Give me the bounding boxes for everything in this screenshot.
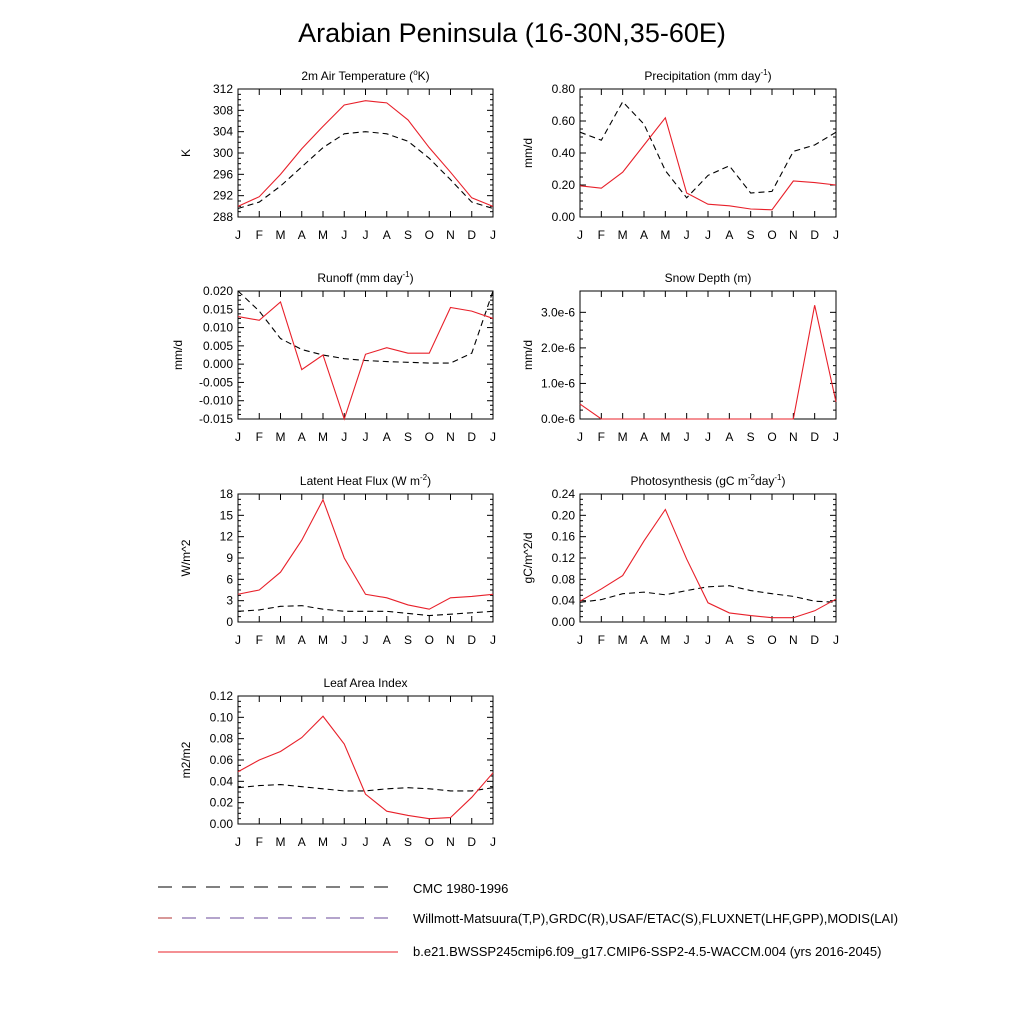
- y-tick-label: -0.005: [198, 375, 233, 390]
- y-tick-label: 0.08: [209, 731, 233, 746]
- x-tick-label: M: [318, 835, 328, 849]
- legend-label-obs: Willmott-Matsuura(T,P),GRDC(R),USAF/ETAC(S),FLUXNET(LHF,GPP),MODIS(LAI): [413, 911, 899, 926]
- panel-title: [301, 68, 429, 83]
- x-tick-label: S: [746, 228, 755, 242]
- y-axis-label: mm/d: [521, 138, 535, 168]
- x-tick-label: D: [810, 633, 820, 647]
- x-tick-label: J: [490, 835, 496, 849]
- panel-title: [323, 676, 407, 690]
- x-tick-label: J: [490, 430, 496, 444]
- y-tick-label: 0.00: [209, 817, 233, 831]
- x-tick-label: S: [403, 430, 413, 444]
- y-tick-label: 0.80: [551, 82, 575, 96]
- y-tick-label: 0.24: [551, 487, 575, 501]
- x-tick-label: D: [467, 633, 477, 647]
- plot-frame: [238, 696, 493, 824]
- x-tick-label: M: [617, 633, 628, 647]
- y-tick-label: 0.00: [551, 615, 575, 629]
- y-tick-label: 308: [212, 103, 233, 118]
- panel-3: [171, 270, 496, 444]
- y-axis-label: gC/m^2/d: [521, 532, 535, 584]
- x-tick-label: J: [362, 228, 369, 242]
- y-tick-label: 0.60: [551, 114, 575, 128]
- x-tick-label: J: [705, 633, 711, 647]
- series-line-model: [580, 118, 836, 210]
- panel-title-main: Snow Depth (m): [664, 271, 752, 285]
- x-tick-label: N: [788, 430, 798, 444]
- x-tick-label: A: [639, 430, 649, 444]
- x-tick-label: N: [446, 633, 455, 647]
- panel-6: [521, 473, 839, 647]
- plot-frame: [238, 494, 493, 622]
- x-tick-label: M: [318, 228, 328, 242]
- y-tick-label: 0.010: [202, 320, 233, 335]
- y-tick-label: 288: [212, 210, 233, 224]
- y-tick-label: 6: [226, 572, 233, 587]
- y-tick-label: 0.20: [551, 178, 575, 192]
- x-tick-label: F: [597, 228, 606, 242]
- x-tick-label: S: [403, 228, 413, 242]
- y-tick-label: 15: [219, 508, 233, 523]
- series-line-model: [238, 716, 493, 818]
- x-tick-label: O: [767, 633, 777, 647]
- panel-2: [521, 68, 839, 242]
- panel-title-sup: -2: [747, 473, 756, 482]
- legend-label-cmc: CMC 1980-1996: [413, 881, 509, 896]
- panel-title-sup: -1: [402, 270, 410, 279]
- x-tick-label: N: [788, 228, 798, 242]
- x-tick-label: O: [424, 430, 434, 444]
- x-tick-label: F: [255, 430, 263, 444]
- y-tick-label: 0.00: [551, 210, 575, 224]
- legend-line-model: [158, 947, 403, 957]
- x-tick-label: S: [746, 633, 755, 647]
- x-tick-label: A: [639, 228, 649, 242]
- y-tick-label: 296: [212, 167, 233, 182]
- panel-4: [521, 271, 839, 444]
- panel-5: [179, 473, 496, 647]
- y-tick-label: 0.12: [209, 689, 233, 703]
- x-tick-label: J: [362, 835, 369, 849]
- x-tick-label: M: [318, 430, 328, 444]
- x-tick-label: A: [382, 430, 391, 444]
- plot-frame: [580, 89, 836, 217]
- y-tick-label: 0.08: [551, 572, 575, 587]
- x-tick-label: D: [467, 835, 477, 849]
- panel-title-tail: day: [755, 474, 775, 488]
- panel-title: [644, 68, 771, 83]
- y-axis-label: W/m^2: [179, 539, 193, 577]
- x-tick-label: J: [705, 228, 711, 242]
- series-line-cmc: [238, 291, 493, 363]
- x-tick-label: J: [683, 228, 690, 242]
- x-tick-label: J: [362, 430, 369, 444]
- x-tick-label: O: [424, 835, 434, 849]
- y-tick-label: -0.015: [198, 412, 233, 426]
- x-tick-label: S: [403, 835, 413, 849]
- y-tick-label: 0.04: [209, 774, 233, 789]
- panel-title-main: 2m Air Temperature (: [301, 69, 414, 83]
- x-tick-label: J: [341, 228, 348, 242]
- x-tick-label: J: [235, 633, 241, 647]
- x-tick-label: M: [617, 228, 628, 242]
- x-tick-label: M: [275, 228, 286, 242]
- x-tick-label: J: [341, 430, 348, 444]
- panel-title-sup: -2: [419, 473, 428, 482]
- x-tick-label: J: [833, 228, 839, 242]
- x-tick-label: J: [490, 228, 496, 242]
- legend-label-model: b.e21.BWSSP245cmip6.f09_g17.CMIP6-SSP2-4.5-WACCM.004 (yrs 2016-2045): [413, 944, 882, 959]
- x-tick-label: N: [446, 835, 455, 849]
- panel-title-sup: -1: [760, 68, 768, 77]
- x-tick-label: J: [833, 430, 839, 444]
- series-line-cmc: [580, 102, 836, 198]
- x-tick-label: D: [467, 430, 477, 444]
- x-tick-label: O: [767, 430, 777, 444]
- y-axis-label: mm/d: [171, 340, 185, 370]
- x-tick-label: A: [297, 228, 306, 242]
- x-tick-label: A: [382, 633, 391, 647]
- panel-title-tail: ): [767, 69, 772, 83]
- x-tick-label: J: [683, 430, 690, 444]
- y-tick-label: 0.20: [551, 508, 575, 523]
- panel-title-tail: ): [427, 474, 432, 488]
- y-tick-label: 292: [212, 188, 233, 203]
- x-tick-label: J: [341, 633, 348, 647]
- x-tick-label: J: [577, 430, 583, 444]
- y-tick-label: 300: [212, 146, 233, 160]
- y-tick-label: 0.40: [551, 146, 575, 160]
- y-tick-label: 0.0e-6: [540, 412, 575, 426]
- panel-7: [179, 676, 496, 849]
- x-tick-label: O: [424, 228, 434, 242]
- plot-frame: [580, 291, 836, 419]
- x-tick-label: M: [660, 430, 671, 444]
- series-line-model: [238, 500, 493, 610]
- y-tick-label: 0.000: [202, 357, 233, 372]
- x-tick-label: F: [597, 633, 606, 647]
- x-tick-label: J: [235, 228, 241, 242]
- x-tick-label: A: [297, 430, 306, 444]
- y-tick-label: 304: [212, 124, 233, 139]
- y-tick-label: 18: [219, 487, 233, 501]
- legend-line-obs: [158, 913, 403, 923]
- y-tick-label: 0.04: [551, 593, 575, 608]
- y-tick-label: 12: [219, 529, 233, 544]
- y-tick-label: 2.0e-6: [540, 340, 575, 355]
- x-tick-label: S: [746, 430, 755, 444]
- panel-title: [665, 271, 752, 285]
- x-tick-label: S: [403, 633, 413, 647]
- legend-line-cmc: [158, 882, 403, 892]
- x-tick-label: O: [424, 633, 434, 647]
- x-tick-label: A: [639, 633, 649, 647]
- y-tick-label: 0.015: [202, 302, 233, 317]
- series-line-cmc: [580, 586, 836, 603]
- x-tick-label: J: [362, 633, 369, 647]
- x-tick-label: M: [275, 430, 286, 444]
- x-tick-label: F: [255, 228, 263, 242]
- panel-title-main: Leaf Area Index: [323, 676, 408, 690]
- panel-title: [300, 473, 431, 488]
- y-tick-label: 3: [226, 593, 233, 608]
- x-tick-label: A: [382, 835, 391, 849]
- x-tick-label: M: [617, 430, 628, 444]
- x-tick-label: J: [833, 633, 839, 647]
- panel-title-sup: o: [413, 68, 418, 77]
- x-tick-label: A: [297, 835, 306, 849]
- panel-title-main: Runoff (mm day: [317, 271, 403, 285]
- x-tick-label: F: [255, 835, 263, 849]
- panel-title-main: Latent Heat Flux (W m: [299, 474, 420, 488]
- figure-title: Arabian Peninsula (16-30N,35-60E): [298, 18, 726, 48]
- x-tick-label: O: [767, 228, 777, 242]
- x-tick-label: A: [297, 633, 306, 647]
- panel-title-main: Precipitation (mm day: [644, 69, 761, 83]
- series-line-cmc: [238, 606, 493, 616]
- x-tick-label: J: [490, 633, 496, 647]
- x-tick-label: J: [705, 430, 711, 444]
- y-axis-label: mm/d: [521, 340, 535, 370]
- series-line-model: [580, 509, 836, 617]
- x-tick-label: A: [725, 633, 734, 647]
- panel-title: [631, 473, 786, 488]
- x-tick-label: D: [810, 430, 820, 444]
- series-line-cmc: [238, 132, 493, 209]
- x-tick-label: M: [318, 633, 328, 647]
- panel-title-tail2: ): [781, 474, 786, 488]
- x-tick-label: J: [235, 430, 241, 444]
- y-tick-label: 1.0e-6: [540, 376, 575, 391]
- y-tick-label: 3.0e-6: [540, 305, 575, 320]
- series-line-model: [580, 305, 836, 419]
- y-tick-label: -0.010: [198, 393, 233, 408]
- x-tick-label: A: [725, 430, 734, 444]
- y-tick-label: 0: [226, 615, 233, 629]
- x-tick-label: M: [660, 228, 671, 242]
- y-tick-label: 312: [212, 82, 233, 96]
- y-tick-label: 0.02: [209, 795, 233, 810]
- y-tick-label: 0.005: [202, 338, 233, 353]
- x-tick-label: N: [446, 430, 455, 444]
- x-tick-label: A: [382, 228, 391, 242]
- x-tick-label: F: [597, 430, 606, 444]
- x-tick-label: J: [577, 228, 583, 242]
- panel-title-tail: K): [417, 69, 430, 83]
- x-tick-label: D: [467, 228, 477, 242]
- x-tick-label: D: [810, 228, 820, 242]
- y-tick-label: 0.06: [209, 753, 233, 767]
- panel-title-sup2: -1: [774, 473, 782, 482]
- panel-title-tail: ): [409, 271, 414, 285]
- x-tick-label: M: [275, 835, 286, 849]
- y-axis-label: K: [179, 148, 193, 158]
- x-tick-label: F: [255, 633, 263, 647]
- x-tick-label: N: [446, 228, 455, 242]
- series-line-cmc: [238, 785, 493, 791]
- x-tick-label: J: [341, 835, 348, 849]
- panel-title-main: Photosynthesis (gC m: [630, 474, 748, 488]
- x-tick-label: A: [725, 228, 734, 242]
- x-tick-label: J: [683, 633, 690, 647]
- y-tick-label: 0.020: [202, 284, 233, 298]
- x-tick-label: J: [577, 633, 583, 647]
- x-tick-label: N: [788, 633, 798, 647]
- y-axis-label: m2/m2: [179, 741, 193, 779]
- y-tick-label: 0.12: [551, 551, 575, 565]
- panel-title: [317, 270, 413, 285]
- panel-1: [179, 68, 496, 242]
- x-tick-label: M: [275, 633, 286, 647]
- y-tick-label: 0.16: [551, 529, 575, 544]
- plot-frame: [238, 89, 493, 217]
- y-tick-label: 9: [226, 551, 233, 565]
- x-tick-label: M: [660, 633, 671, 647]
- x-tick-label: J: [235, 835, 241, 849]
- series-line-model: [238, 101, 493, 207]
- y-tick-label: 0.10: [209, 710, 233, 725]
